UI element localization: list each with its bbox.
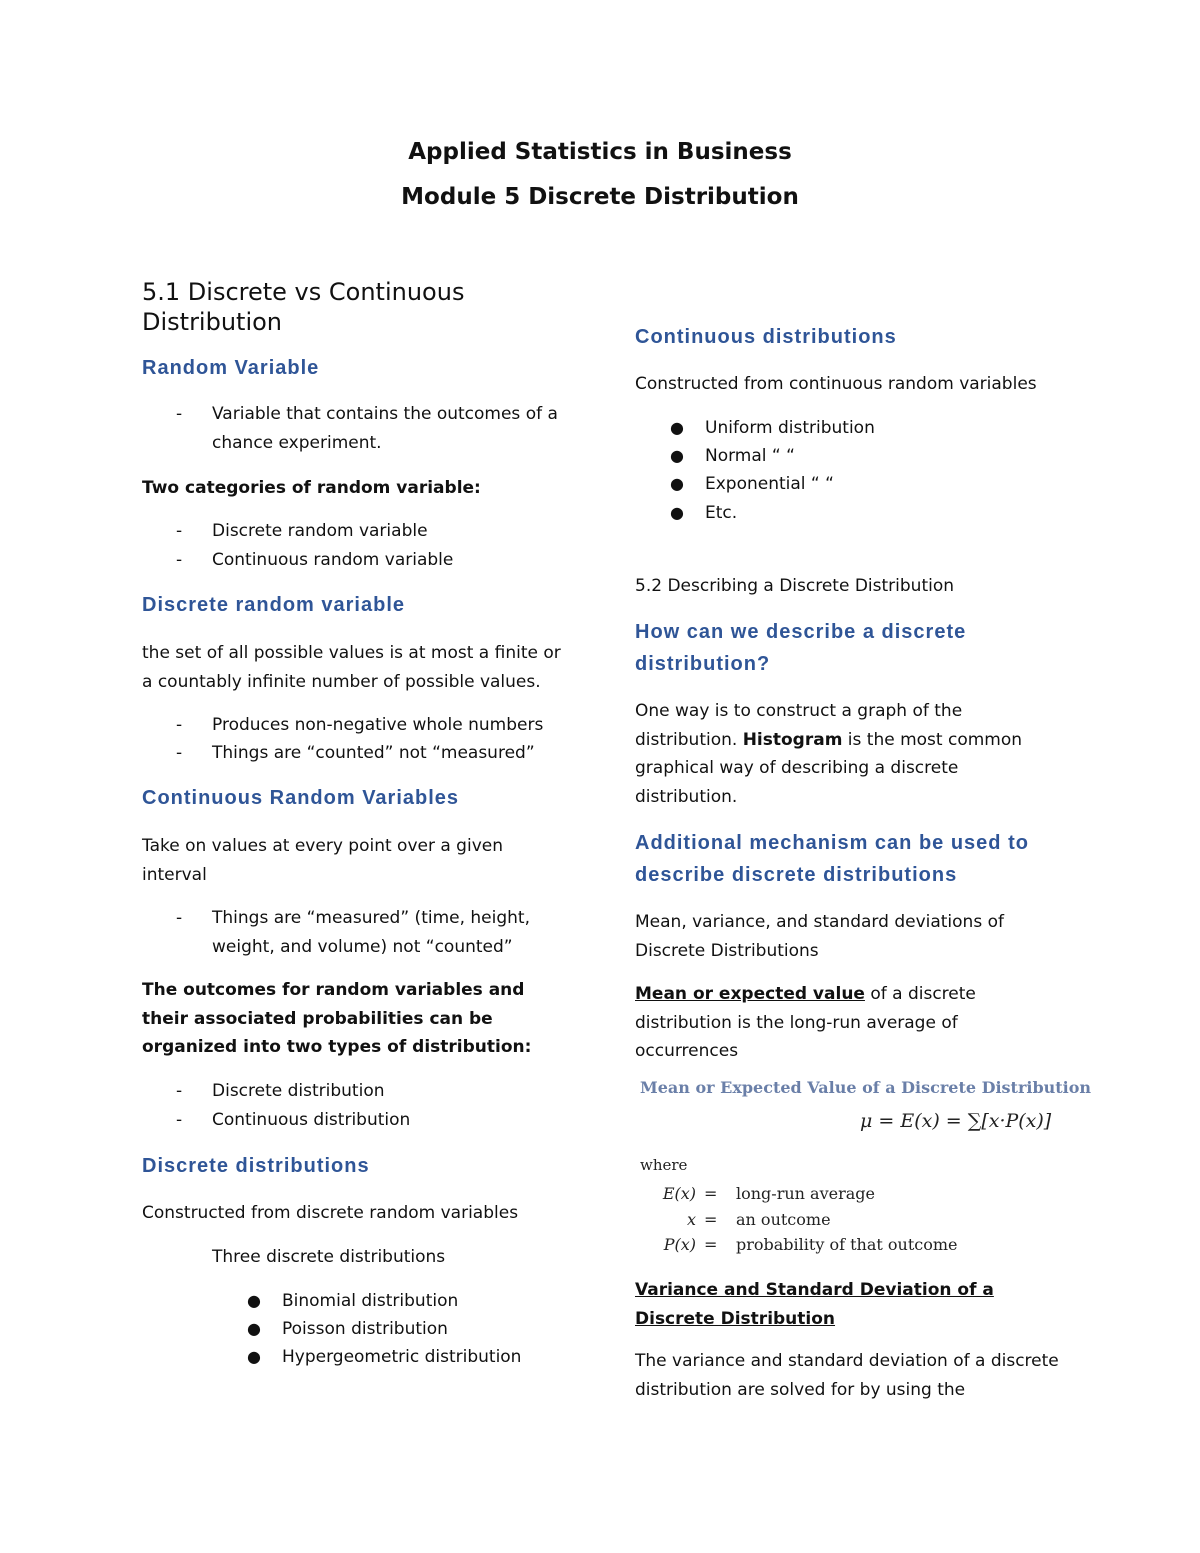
mean-formula-figure: Mean or Expected Value of a Discrete Distribution μ = E(x) = ∑[x·P(x)] where E(x) = long-run average x = an outcome P(x) = probability of that outcome [640, 1078, 1092, 1254]
module-title: Module 5 Discrete Distribution [401, 184, 799, 210]
list-item: - Things are “measured” (time, height, weight, and volume) not “counted” [176, 908, 530, 957]
outcomes-text: The outcomes for random variables and their associated probabilities can be organized into two types of distribution: [142, 980, 532, 1058]
additional-text: Mean, variance, and standard deviations of Discrete Distributions [635, 912, 1004, 961]
heading-discrete-random-variable: Discrete random variable [142, 594, 405, 616]
section-title-5-1: 5.1 Discrete vs Continuous Distribution [142, 278, 465, 336]
section-title-5-2: 5.2 Describing a Discrete Distribution [635, 576, 955, 596]
formula-title: Mean or Expected Value of a Discrete Distribution [640, 1078, 1092, 1097]
discrete-distributions-text: Constructed from discrete random variables [142, 1203, 519, 1223]
heading-continuous-random-variables: Continuous Random Variables [142, 787, 460, 809]
discrete-rv-definition: the set of all possible values is at most a finite or a countably infinite number of possible values. [142, 643, 561, 692]
document-title: Applied Statistics in Business [408, 139, 792, 165]
variance-text: The variance and standard deviation of a discrete distribution are solved for by using the [635, 1351, 1059, 1400]
list-item: - Variable that contains the outcomes of a chance experiment. [176, 404, 558, 453]
two-categories-text: Two categories of random variable: [142, 478, 481, 498]
heading-random-variable: Random Variable [142, 357, 320, 379]
heading-how-describe: How can we describe a discrete distribution? [635, 621, 967, 675]
formula-where: where [640, 1156, 688, 1174]
continuous-distributions-text: Constructed from continuous random variables [635, 374, 1037, 394]
how-describe-text: One way is to construct a graph of the distribution. Histogram is the most common graphical way of describing a discrete distribution. [635, 701, 1023, 807]
continuous-rv-definition: Take on values at every point over a given interval [142, 836, 503, 885]
mean-definition: Mean or expected value of a discrete distribution is the long-run average of occurrences [635, 984, 976, 1062]
histogram-term: Histogram [742, 729, 843, 750]
heading-additional-mechanism: Additional mechanism can be used to describe discrete distributions [635, 832, 1029, 886]
formula-equation: μ = E(x) = ∑[x·P(x)] [860, 1110, 1052, 1132]
mean-term: Mean or expected value [635, 984, 865, 1004]
heading-discrete-distributions: Discrete distributions [142, 1155, 370, 1177]
three-distributions-text: Three discrete distributions [212, 1247, 446, 1267]
heading-variance: Variance and Standard Deviation of a Discrete Distribution [635, 1280, 994, 1329]
heading-continuous-distributions: Continuous distributions [635, 326, 897, 348]
